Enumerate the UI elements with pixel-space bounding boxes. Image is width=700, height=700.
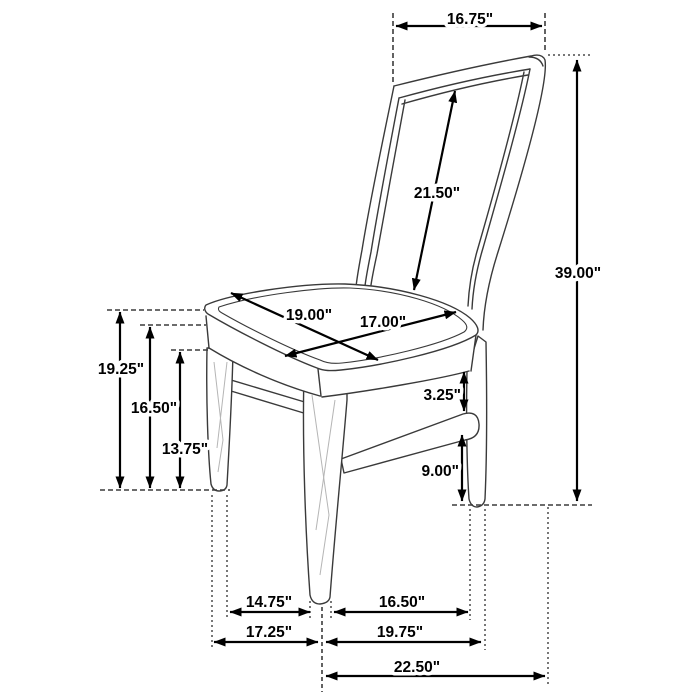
label-seat-depth: 17.00" <box>359 314 407 331</box>
label-stretcher-to-floor: 9.00" <box>421 463 459 480</box>
label-floor-to-seat-top: 19.25" <box>97 361 145 378</box>
label-floor-to-apron: 13.75" <box>161 441 209 458</box>
label-backrest-diagonal: 21.50" <box>413 185 461 202</box>
label-legs-right-outer: 19.75" <box>376 624 424 641</box>
chair-left-leg <box>207 348 233 491</box>
label-overall-depth: 22.50" <box>393 659 441 676</box>
label-apron-stretcher-gap: 3.25" <box>423 387 461 404</box>
label-legs-right-inner: 16.50" <box>378 594 426 611</box>
chair-rear-far-leg <box>352 400 377 442</box>
label-back-top-width: 16.75" <box>446 11 494 28</box>
label-floor-to-seat-frame: 16.50" <box>130 400 178 417</box>
chair-front-leg <box>303 371 347 604</box>
label-legs-left-inner: 14.75" <box>245 594 293 611</box>
label-legs-left-outer: 17.25" <box>245 624 293 641</box>
label-overall-height: 39.00" <box>554 265 602 282</box>
label-seat-width: 19.00" <box>285 307 333 324</box>
